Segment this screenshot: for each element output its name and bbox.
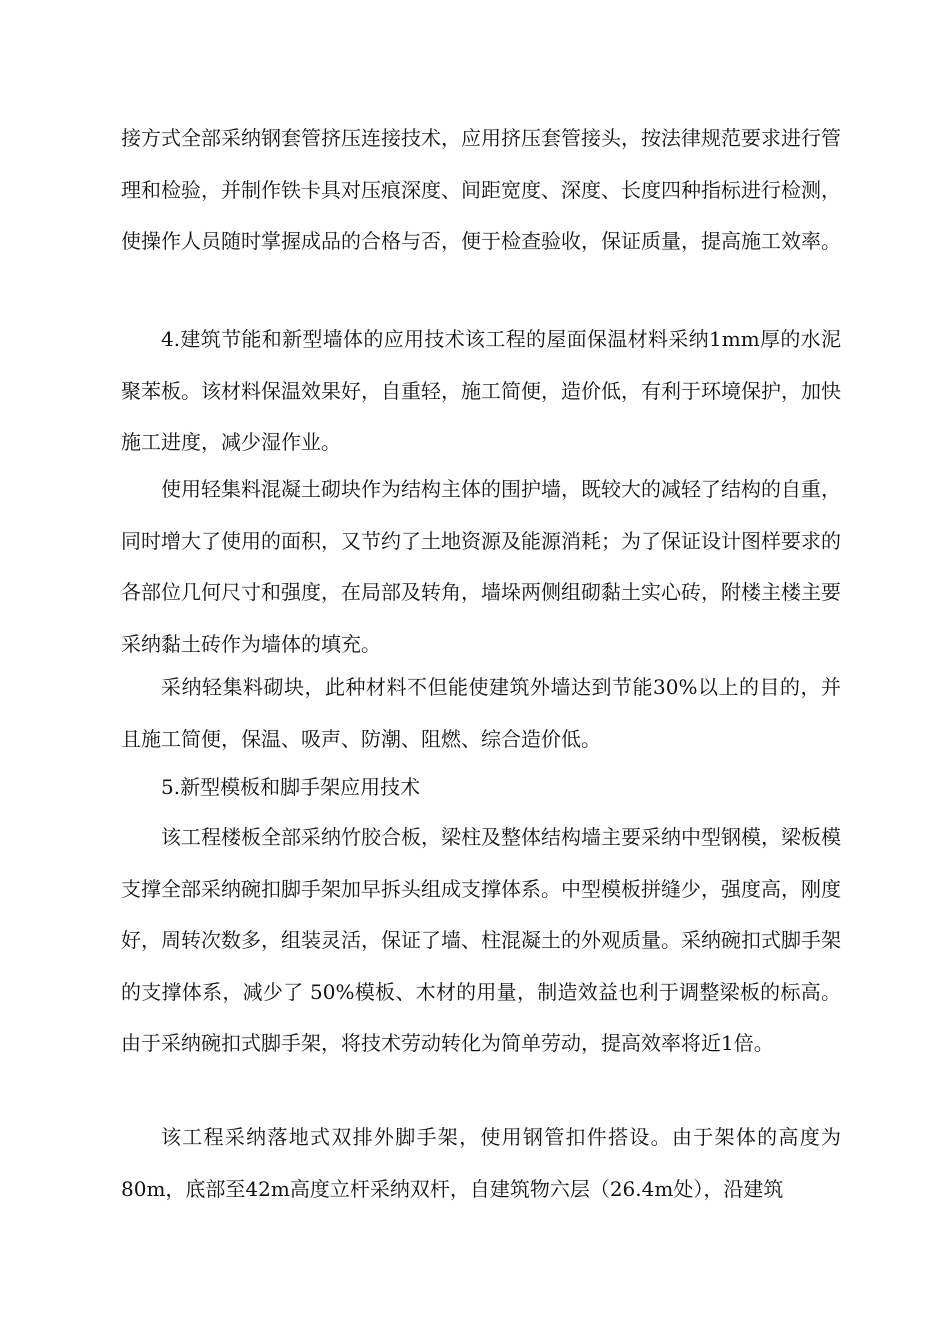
paragraph-section-4: 4.建筑节能和新型墙体的应用技术该工程的屋面保温材料采纳1mm厚的水泥聚苯板。该材料保温效果好，自重轻，施工简便，造价低，有利于环境保护，加快施工进度，减少湿作业。 [121, 327, 841, 454]
paragraph-scaffolding: 该工程采纳落地式双排外脚手架，使用钢管扣件搭设。由于架体的高度为80m，底部至42m高度立杆采纳双杆，自建筑物六层（26.4m处），沿建筑 [121, 1125, 841, 1201]
body-text [121, 113, 841, 268]
body-text [121, 812, 841, 1070]
body-text [121, 464, 841, 670]
body-text [121, 662, 841, 765]
body-text [121, 314, 841, 469]
body-text [121, 1112, 841, 1215]
paragraph-lightweight-block-wall: 使用轻集料混凝土砌块作为结构主体的围护墙，既较大的减轻了结构的自重，同时增大了使用的面积，又节约了土地资源及能源消耗；为了保证设计图样要求的各部位几何尺寸和强度，在局部及转角，墙垛两侧组砌黏土实心砖，附楼主楼主要采纳黏土砖作为墙体的填充。 [121, 477, 841, 656]
paragraph-formwork: 该工程楼板全部采纳竹胶合板，梁柱及整体结构墙主要采纳中型钢模，梁板模支撑全部采纳碗扣脚手架加早拆头组成支撑体系。中型模板拼缝少，强度高，刚度好，周转次数多，组装灵活，保证了墙、柱混凝土的外观质量。采纳碗扣式脚手架的支撑体系，减少了 50%模板、木材的用量，制造效益也利于调整梁板的标高。由于采纳碗扣式脚手架，将技术劳动转化为简单劳动，提高效率将近1倍。 [121, 825, 841, 1055]
section-heading-5: 5.新型模板和脚手架应用技术 [161, 775, 421, 799]
paragraph-lightweight-block-benefits: 采纳轻集料砌块，此种材料不但能使建筑外墙达到节能30%以上的目的，并且施工简便，保温、吸声、防潮、阻燃、综合造价低。 [121, 675, 841, 751]
body-text [121, 762, 841, 814]
paragraph-continued: 接方式全部采纳钢套管挤压连接技术，应用挤压套管接头，按法律规范要求进行管理和检验，并制作铁卡具对压痕深度、间距宽度、深度、长度四种指标进行检测，使操作人员随时掌握成品的合格与否，便于检查验收，保证质量，提高施工效率。 [121, 126, 841, 253]
